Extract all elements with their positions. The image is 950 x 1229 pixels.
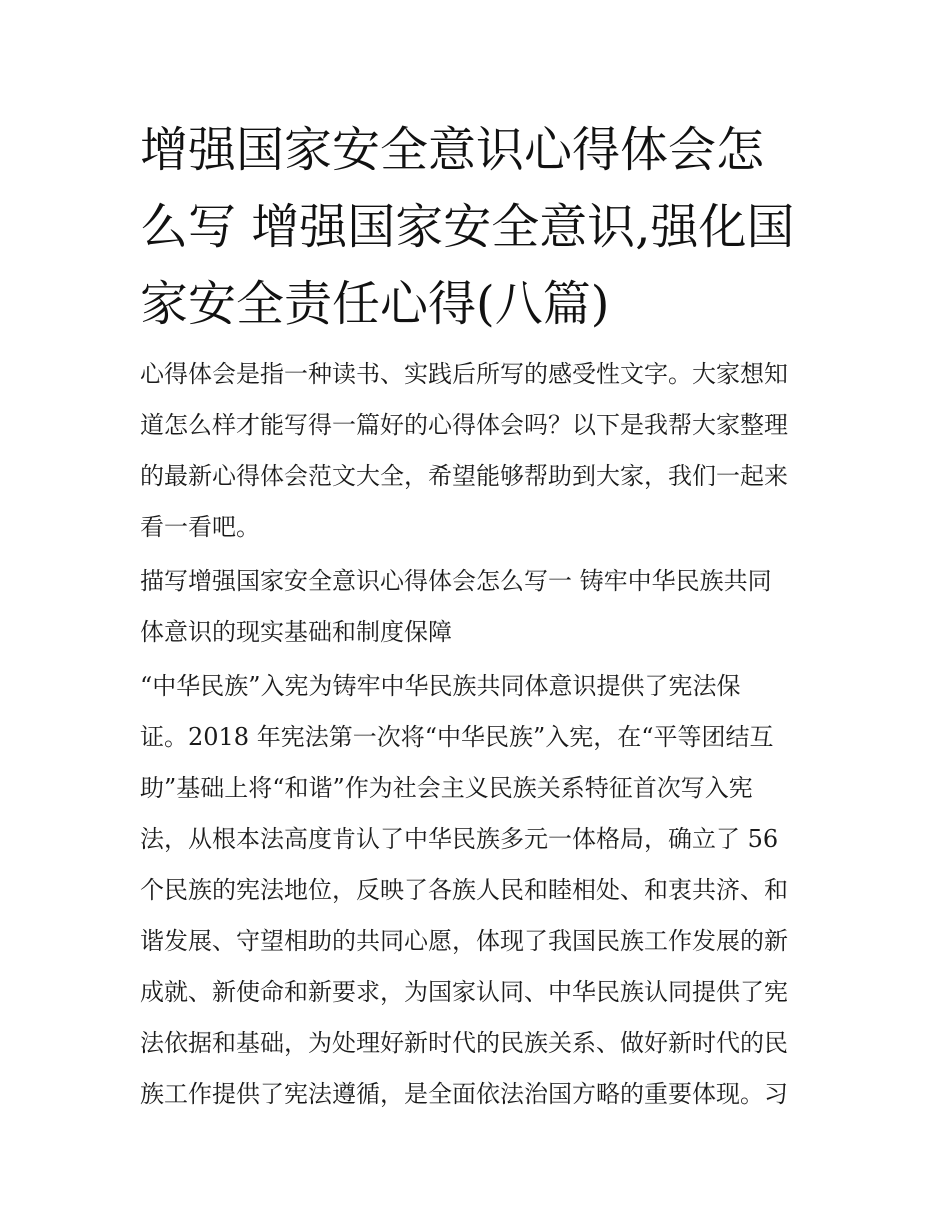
section-heading xyxy=(140,556,815,658)
body-paragraph xyxy=(140,661,815,1120)
paragraph-line: “中华民族”入宪为铸牢中华民族共同体意识提供了宪法保 xyxy=(140,672,741,700)
paragraph-line: 族工作提供了宪法遵循，是全面依法治国方略的重要体现。习 xyxy=(140,1080,788,1108)
paragraph-line: 看一看吧。 xyxy=(140,513,260,541)
title-line: 么写 增强国家安全意识,强化国 xyxy=(140,199,795,255)
paragraph-line: 心得体会是指一种读书、实践后所写的感受性文字。大家想知 xyxy=(140,360,788,388)
paragraph-line: 助”基础上将“和谐”作为社会主义民族关系特征首次写入宪 xyxy=(140,774,753,802)
document-title xyxy=(140,112,815,343)
title-line: 增强国家安全意识心得体会怎 xyxy=(140,122,765,178)
paragraph-line: 法依据和基础，为处理好新时代的民族关系、做好新时代的民 xyxy=(140,1029,788,1057)
document-page xyxy=(140,112,815,1120)
paragraph-line: 谐发展、守望相助的共同心愿，体现了我国民族工作发展的新 xyxy=(140,927,788,955)
title-line: 家安全责任心得(八篇) xyxy=(140,276,610,332)
document-body xyxy=(140,349,815,1120)
paragraph-line: 个民族的宪法地位，反映了各族人民和睦相处、和衷共济、和 xyxy=(140,876,788,904)
paragraph-line: 成就、新使命和新要求，为国家认同、中华民族认同提供了宪 xyxy=(140,978,788,1006)
section-heading-line: 描写增强国家安全意识心得体会怎么写一 铸牢中华民族共同 xyxy=(140,567,772,595)
paragraph-line: 证。2018 年宪法第一次将“中华民族”入宪，在“平等团结互 xyxy=(140,723,774,751)
paragraph-line: 的最新心得体会范文大全，希望能够帮助到大家，我们一起来 xyxy=(140,462,788,490)
section-heading-line: 体意识的现实基础和制度保障 xyxy=(140,618,452,646)
intro-paragraph xyxy=(140,349,815,553)
paragraph-line: 道怎么样才能写得一篇好的心得体会吗？以下是我帮大家整理 xyxy=(140,411,788,439)
paragraph-line: 法，从根本法高度肯认了中华民族多元一体格局，确立了 56 xyxy=(140,825,779,853)
